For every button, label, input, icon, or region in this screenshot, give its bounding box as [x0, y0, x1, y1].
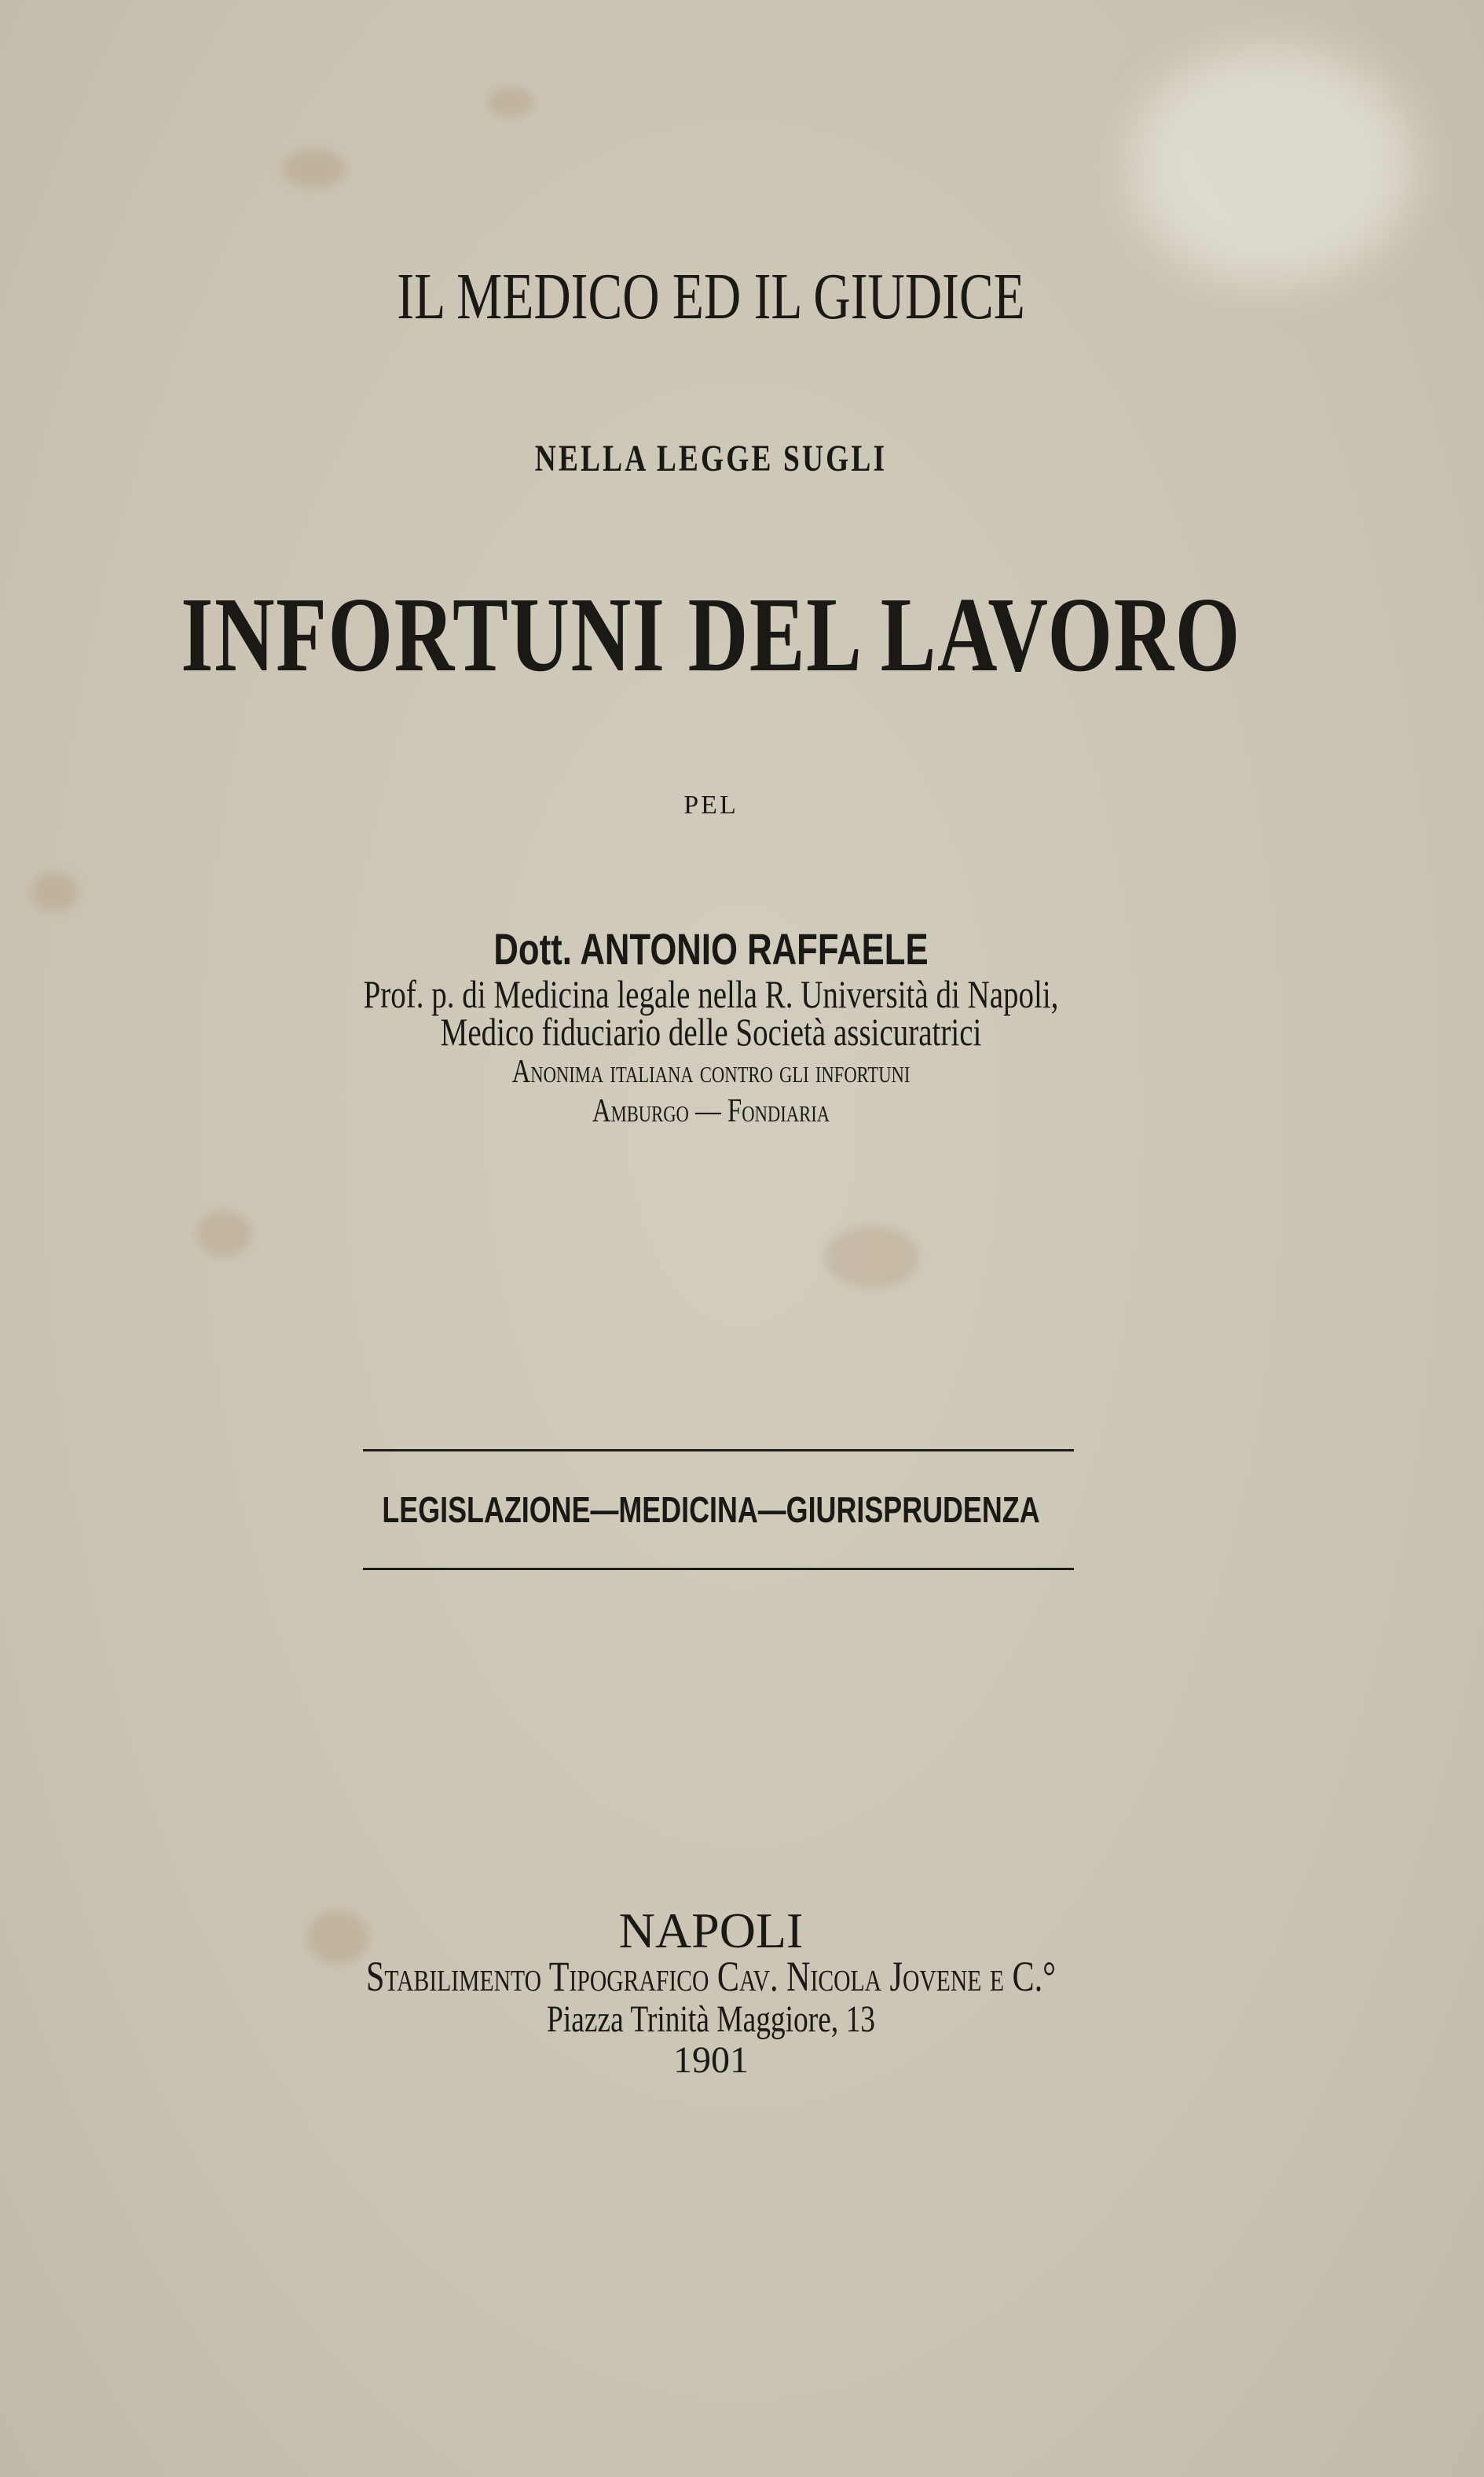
light-glare — [1131, 47, 1414, 283]
main-title: INFORTUNI DEL LAVORO — [181, 576, 1241, 694]
foxing-stain — [825, 1226, 919, 1289]
imprint-year: 1901 — [673, 2039, 749, 2081]
title-line-2: NELLA LEGGE SUGLI — [534, 438, 888, 479]
foxing-stain — [31, 872, 79, 912]
by-label: PEL — [683, 791, 738, 820]
divider-rule — [363, 1568, 1074, 1570]
subjects-line: LEGISLAZIONE—MEDICINA—GIURISPRUDENZA — [382, 1489, 1040, 1530]
imprint-publisher: Stabilimento Tipografico Cav. Nicola Jovene e C.° — [365, 1953, 1057, 2000]
imprint-address: Piazza Trinità Maggiore, 13 — [546, 1998, 876, 2040]
author-name: Dott. ANTONIO RAFFAELE — [493, 924, 929, 974]
foxing-stain — [196, 1210, 251, 1257]
foxing-stain — [283, 149, 346, 189]
author-credential: Amburgo — Fondiaria — [592, 1093, 830, 1129]
title-line-1: IL MEDICO ED IL GIUDICE — [397, 260, 1025, 333]
foxing-stain — [487, 86, 534, 118]
author-credential: Medico fiduciario delle Società assicuratrici — [440, 1010, 982, 1054]
imprint-city: NAPOLI — [618, 1903, 804, 1958]
divider-rule — [363, 1449, 1074, 1451]
author-credential: Anonima italiana contro gli infortuni — [511, 1054, 911, 1090]
author-credential: Prof. p. di Medicina legale nella R. Università di Napoli, — [363, 972, 1059, 1016]
